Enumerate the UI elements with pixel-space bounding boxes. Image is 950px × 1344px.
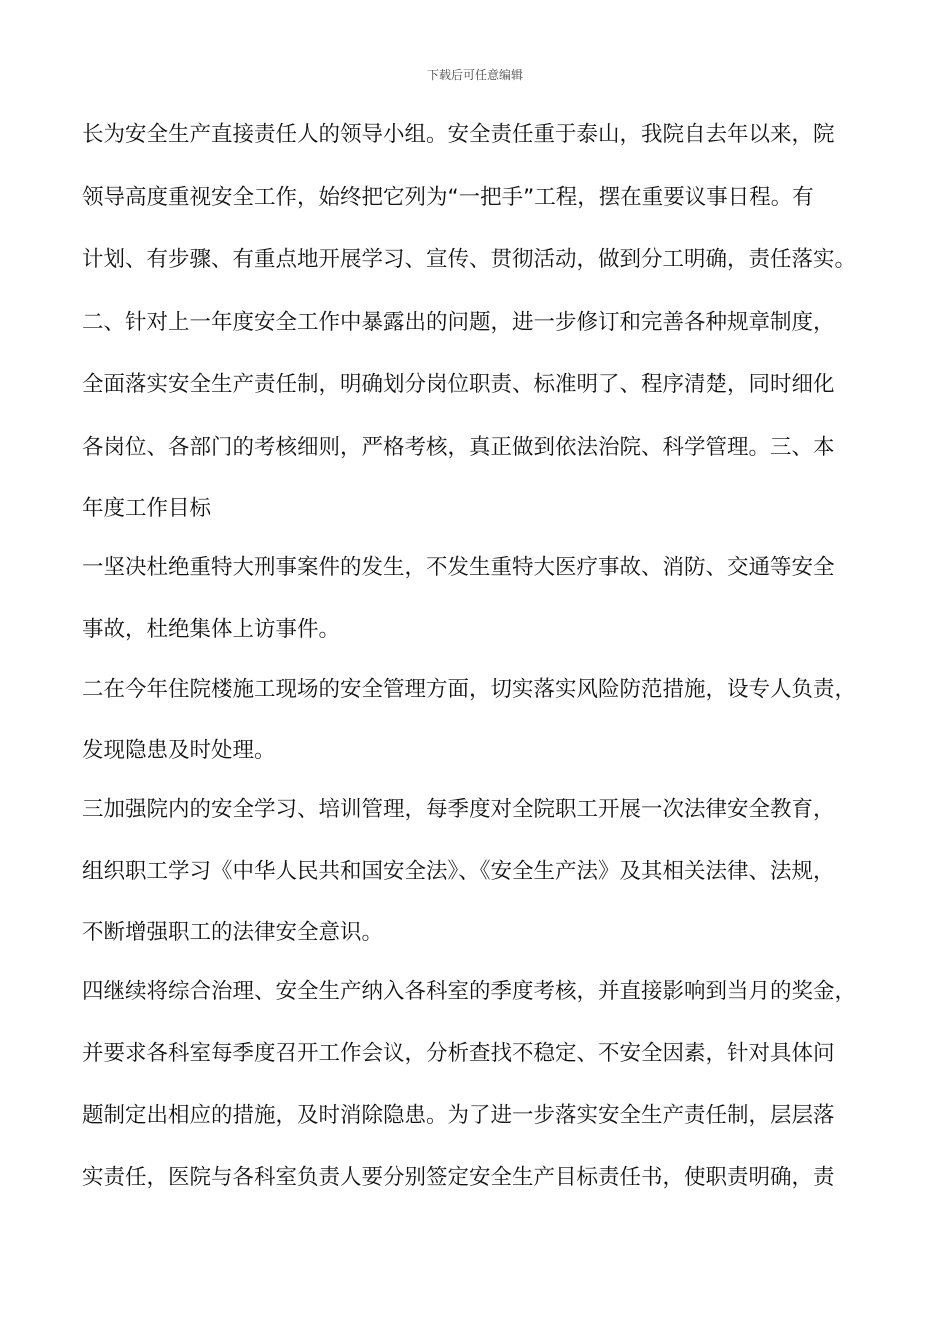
text-line: 实责任，医院与各科室负责人要分别签定安全生产目标责任书，使职责明确，责 xyxy=(82,1165,835,1190)
text-line: 计划、有步骤、有重点地开展学习、宣传、贯彻活动，做到分工明确，责任落实。 xyxy=(82,247,857,272)
text-line: 二在今年住院楼施工现场的安全管理方面，切实落实风险防范措施，设专人负责， xyxy=(82,677,857,702)
text-line: 年度工作目标 xyxy=(82,496,212,521)
text-line: 领导高度重视安全工作，始终把它列为“一把手”工程，摆在重要议事日程。有 xyxy=(82,185,814,210)
header-note: 下载后可任意编辑 xyxy=(426,68,523,82)
text-line: 长为安全生产直接责任人的领导小组。安全责任重于泰山，我院自去年以来，院 xyxy=(82,122,835,147)
text-line: 事故，杜绝集体上访事件。 xyxy=(82,617,341,642)
text-line: 一坚决杜绝重特大刑事案件的发生，不发生重特大医疗事故、消防、交通等安全 xyxy=(82,555,835,580)
text-line: 二、针对上一年度安全工作中暴露出的问题，进一步修订和完善各种规章制度， xyxy=(82,310,835,335)
text-line: 各岗位、各部门的考核细则，严格考核，真正做到依法治院、科学管理。三、本 xyxy=(82,435,835,460)
text-line: 不断增强职工的法律安全意识。 xyxy=(82,920,384,945)
text-line: 三加强院内的安全学习、培训管理，每季度对全院职工开展一次法律安全教育， xyxy=(82,797,835,822)
text-line: 全面落实安全生产责任制，明确划分岗位职责、标准明了、程序清楚，同时细化 xyxy=(82,372,835,397)
text-line: 题制定出相应的措施，及时消除隐患。为了进一步落实安全生产责任制，层层落 xyxy=(82,1103,835,1128)
text-line: 发现隐患及时处理。 xyxy=(82,738,276,763)
text-line: 组织职工学习《中华人民共和国安全法》、《安全生产法》及其相关法律、法规， xyxy=(82,859,835,884)
text-line: 四继续将综合治理、安全生产纳入各科室的季度考核，并直接影响到当月的奖金， xyxy=(82,979,857,1004)
text-line: 并要求各科室每季度召开工作会议，分析查找不稳定、不安全因素，针对具体问 xyxy=(82,1041,835,1066)
